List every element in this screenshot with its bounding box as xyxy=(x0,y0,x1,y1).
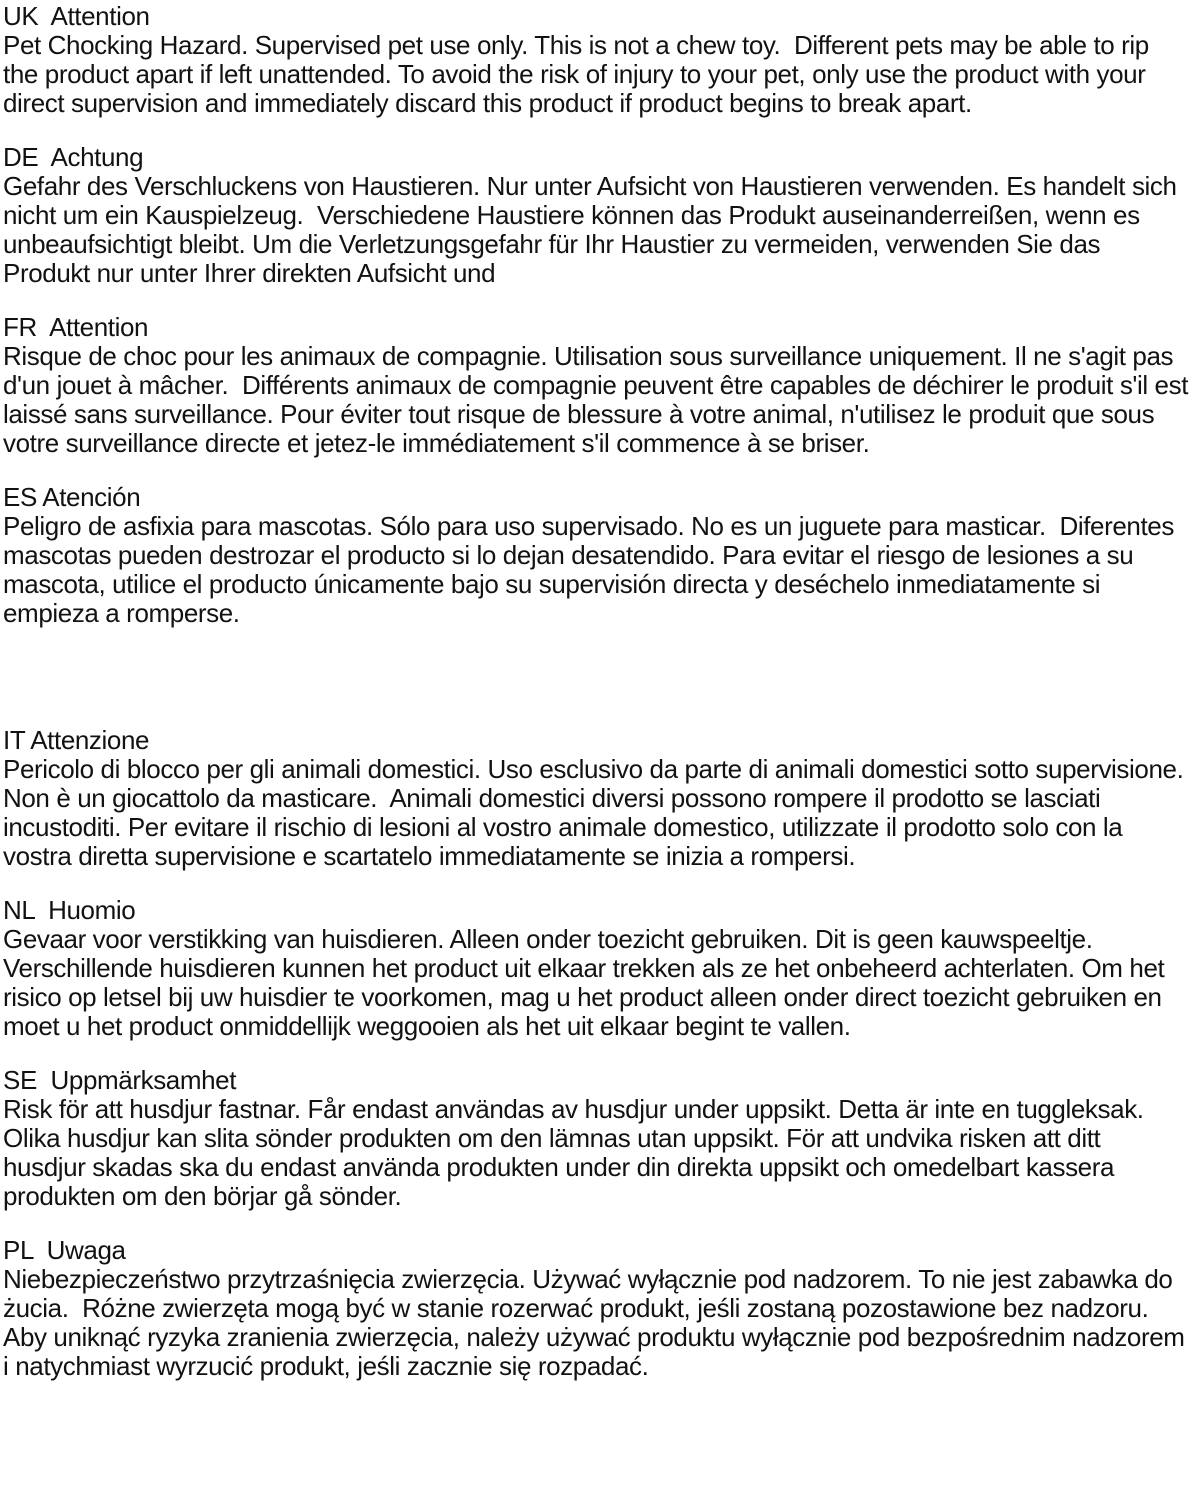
section-body-de: Gefahr des Verschluckens von Haustieren. Nur unter Aufsicht von Haustieren verwenden. Es handelt sich nicht um ein Kauspielzeug. Verschiedene Haustiere können das Produkt auseinanderreißen, wenn es unbeaufsichtigt bleibt. Um die Verletzungsgefahr für Ihr Haustier zu vermeiden, verwenden Sie das Produkt nur unter Ihrer direkten Aufsicht und xyxy=(3,171,1184,288)
warning-section-uk xyxy=(3,2,1189,118)
section-heading-pl: PL Uwaga xyxy=(3,1235,126,1265)
section-body-es: Peligro de asfixia para mascotas. Sólo para uso supervisado. No es un juguete para masticar. Diferentes mascotas pueden destrozar el producto si lo dejan desatendido. Para evitar el riesgo de lesiones a su mascota, utilice el producto únicamente bajo su supervisión directa y deséchelo inmediatamente si empieza a romperse. xyxy=(3,511,1181,628)
section-heading-it: IT Attenzione xyxy=(3,725,150,755)
warning-section-es xyxy=(3,483,1189,628)
section-body-nl: Gevaar voor verstikking van huisdieren. Alleen onder toezicht gebruiken. Dit is geen kauwspeeltje. Verschillende huisdieren kunnen het product uit elkaar trekken als ze het onbeheerd achterlaten. Om het risico op letsel bij uw huisdier te voorkomen, mag u het product alleen onder direct toezicht gebruiken en moet u het product onmiddellijk weggooien als het uit elkaar begint te vallen. xyxy=(3,924,1172,1041)
section-heading-nl: NL Huomio xyxy=(3,895,136,925)
warning-section-fr xyxy=(3,312,1195,458)
section-heading-se: SE Uppmärksamhet xyxy=(3,1065,237,1095)
warning-section-it xyxy=(3,726,1189,871)
section-body-se: Risk för att husdjur fastnar. Får endast användas av husdjur under uppsikt. Detta är inte en tuggleksak. Olika husdjur kan slita sönder produkten om den lämnas utan uppsikt. För att undvika risken att ditt husdjur skadas ska du endast använda produkten under din direkta uppsikt och omedelbart kassera produkten om den börjar gå sönder. xyxy=(3,1094,1158,1211)
section-body-uk: Pet Chocking Hazard. Supervised pet use only. This is not a chew toy. Different pets may be able to rip the product apart if left unattended. To avoid the risk of injury to your pet, only use the product with your direct supervision and immediately discard this product if product begins to break apart. xyxy=(3,30,1156,118)
warning-section-de xyxy=(3,143,1189,288)
section-heading-uk: UK Attention xyxy=(3,1,150,31)
warning-section-nl xyxy=(3,896,1189,1041)
section-heading-de: DE Achtung xyxy=(3,142,144,172)
section-body-it: Pericolo di blocco per gli animali domestici. Uso esclusivo da parte di animali domestici sotto supervisione. Non è un giocattolo da masticare. Animali domestici diversi possono rompere il prodotto se lasciati incustoditi. Per evitare il rischio di lesioni al vostro animale domestico, utilizzate il prodotto solo con la vostra diretta supervisione e scartatelo immediatamente se inizia a rompersi. xyxy=(3,754,1191,871)
warning-section-se xyxy=(3,1066,1189,1211)
section-heading-fr: FR Attention xyxy=(3,312,149,342)
section-heading-es: ES Atención xyxy=(3,482,141,512)
section-body-pl: Niebezpieczeństwo przytrzaśnięcia zwierzęcia. Używać wyłącznie pod nadzorem. To nie jest zabawka do żucia. Różne zwierzęta mogą być w stanie rozerwać produkt, jeśli zostaną pozostawione bez nadzoru. Aby uniknąć ryzyka zranienia zwierzęcia, należy używać produktu wyłącznie pod bezpośrednim nadzorem i natychmiast wyrzucić produkt, jeśli zacznie się rozpadać. xyxy=(3,1264,1192,1381)
section-body-fr: Risque de choc pour les animaux de compagnie. Utilisation sous surveillance uniquement. Il ne s'agit pas d'un jouet à mâcher. Différents animaux de compagnie peuvent être capables de déchirer le produit s'il est laissé sans surveillance. Pour éviter tout risque de blessure à votre animal, n'utilisez le produit que sous votre surveillance directe et jetez-le immédiatement s'il commence à se briser. xyxy=(3,341,1195,458)
warning-section-pl xyxy=(3,1235,1192,1381)
